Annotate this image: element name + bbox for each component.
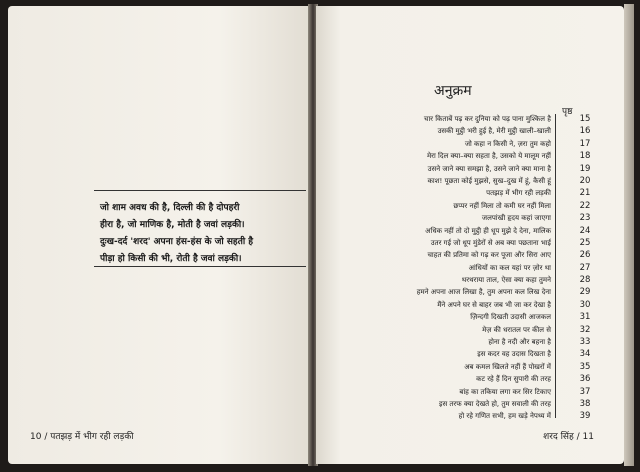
toc-entry <box>326 138 609 150</box>
toc-entry-title: इस तरफ क्या देखते हो, तुम सवाली की तरह <box>439 399 551 408</box>
verse-line: जो शाम अवध की है, दिल्ली की है दोपहरी <box>100 203 240 213</box>
toc-entry-page: 17 <box>579 138 591 149</box>
toc-entry <box>326 163 609 175</box>
toc-entry-page: 15 <box>579 114 591 124</box>
toc-entry-page: 21 <box>579 188 591 199</box>
verse-top-rule <box>94 190 306 191</box>
toc-entry <box>326 373 609 385</box>
verse-line: पीड़ा हो किसी की भी, रोती है जवां लड़की। <box>100 254 242 264</box>
toc-entry-title: छप्पर नहीं मिला तो कमी घर नहीं मिला <box>453 201 551 210</box>
toc-entry-page: 36 <box>579 374 591 385</box>
toc-entry-title: चार किताबें पढ़ कर दुनिया को पढ़ पाना मुश्किल है <box>423 115 551 123</box>
verse-line: दुःख-दर्द 'शरद' अपना हंस-हंस के जो सहती है <box>100 237 254 247</box>
toc-entry-page: 39 <box>579 411 591 422</box>
verse-bottom-rule <box>94 266 306 267</box>
toc-entry <box>326 286 609 298</box>
toc-entry-page: 33 <box>579 337 591 348</box>
toc-entry-page: 16 <box>579 126 591 137</box>
toc-entry-title: मेरा दिल क्या–क्या सहता है, उसको ये मालूम नहीं <box>426 152 551 161</box>
left-page-footer: 10 / पतझड़ में भीग रही लड़की <box>30 432 134 442</box>
toc-entry-title: अधिक नहीं तो दो मुट्ठी ही धूप मुझे दे देना, मालिक <box>425 226 551 235</box>
toc-entry-page: 29 <box>579 287 591 298</box>
verse-block <box>100 200 310 268</box>
toc-entry-page: 20 <box>579 175 591 186</box>
toc-entry-page: 25 <box>579 237 591 248</box>
toc-entry <box>326 225 609 237</box>
toc-entry <box>326 398 609 410</box>
toc-list <box>326 113 609 423</box>
toc-entry-page: 26 <box>579 250 591 261</box>
toc-entry-title: होना है नदी और बहना है <box>488 338 551 347</box>
toc-entry-title: कट रहे हैं दिन सुपारी की तरह <box>476 375 551 384</box>
toc-entry <box>326 274 609 286</box>
toc-entry-title: काश! पूछता कोई मुझसे, सुख–दुख में हूं, कैसी हूं <box>427 176 551 185</box>
toc-entry <box>326 249 609 261</box>
toc-entry <box>326 386 609 398</box>
toc-entry-title: इस कदर वह उदास दिखता है <box>477 350 551 359</box>
toc-entry-title: बांह का तकिया लगा कर सिर टिकाए <box>459 387 551 396</box>
toc-entry-title: उसने जाने क्या समझा है, उसने जाने क्या माना है <box>427 164 551 173</box>
toc-entry <box>326 262 609 274</box>
toc-entry <box>326 175 609 187</box>
toc-entry <box>326 348 609 360</box>
toc-title: अनुक्रम <box>434 83 472 99</box>
right-page-footer: शरद सिंह / 11 <box>543 432 594 442</box>
toc-entry-page: 31 <box>579 312 591 323</box>
right-page <box>316 6 624 464</box>
toc-entry <box>326 299 609 311</box>
toc-entry-title: ज़िन्दगी दिखती उदासी आजकल <box>470 313 551 322</box>
toc-entry <box>326 311 609 323</box>
toc-entry-title: आंधियों का कल यहां पर ज़ोर था <box>468 263 551 272</box>
toc-entry <box>326 361 609 373</box>
toc-entry-title: जलपांखी हृदय कहां जाएगा <box>481 214 551 223</box>
toc-entry <box>326 324 609 336</box>
toc-entry-page: 38 <box>579 398 591 409</box>
toc-entry-page: 27 <box>579 262 591 273</box>
toc-entry-page: 34 <box>579 349 591 360</box>
toc-entry <box>326 410 609 422</box>
toc-entry-title: मैंने अपने घर से बाहर जब भी जा कर देखा है <box>437 300 551 309</box>
toc-entry <box>326 237 609 249</box>
toc-entry <box>326 336 609 348</box>
toc-entry-title: हो रहे गणित सभी, हम खड़े नेपथ्य में <box>458 412 551 421</box>
toc-entry-title: उतर गई जो धूप मुंडेरों से अब क्या पछताना भाई <box>430 238 551 247</box>
toc-entry-title: उसकी मुट्ठी भरी हुई है, मेरी मुट्ठी खाली–खाली <box>437 127 551 136</box>
toc-entry-page: 24 <box>579 225 591 236</box>
page-column-header: पृष्ठ <box>562 107 573 117</box>
toc-entry-page: 22 <box>579 200 591 211</box>
toc-entry-page: 30 <box>579 299 591 310</box>
toc-entry <box>326 200 609 212</box>
toc-entry <box>326 125 609 137</box>
toc-entry-page: 23 <box>579 213 591 224</box>
toc-entry-title: थरथराया ताल, ऐसा क्या कहा तुमने <box>461 276 551 285</box>
toc-entry-page: 19 <box>579 163 591 174</box>
toc-entry-title: जो कहा न किसी ने, ज़रा तुम कहो <box>464 139 551 148</box>
toc-entry-page: 18 <box>579 151 591 162</box>
toc-entry-title: चाहत की प्रतिमा को गढ़ कर पूजा और सिरा आए <box>427 251 551 260</box>
toc-entry-page: 35 <box>579 361 591 372</box>
toc-entry <box>326 113 609 125</box>
toc-entry-page: 37 <box>579 386 591 397</box>
toc-entry-title: मेज़ की धरातल पर कील से <box>482 325 551 334</box>
verse-line: हीरा है, जो माणिक है, मोती है जवां लड़की। <box>100 220 245 230</box>
toc-entry-title: हमने अपना आज लिखा है, तुम अपना कल लिख देना <box>416 288 551 297</box>
left-page <box>8 6 310 464</box>
toc-entry <box>326 187 609 199</box>
toc-entry-page: 32 <box>579 324 591 335</box>
toc-entry <box>326 212 609 224</box>
toc-entry-title: अब कमल खिलते नहीं हैं पोखरों में <box>464 362 551 371</box>
toc-entry-title: पतझड़ में भीग रही लड़की <box>486 189 551 198</box>
toc-entry <box>326 150 609 162</box>
page-edge <box>624 4 634 466</box>
toc-entry-page: 28 <box>579 275 591 286</box>
